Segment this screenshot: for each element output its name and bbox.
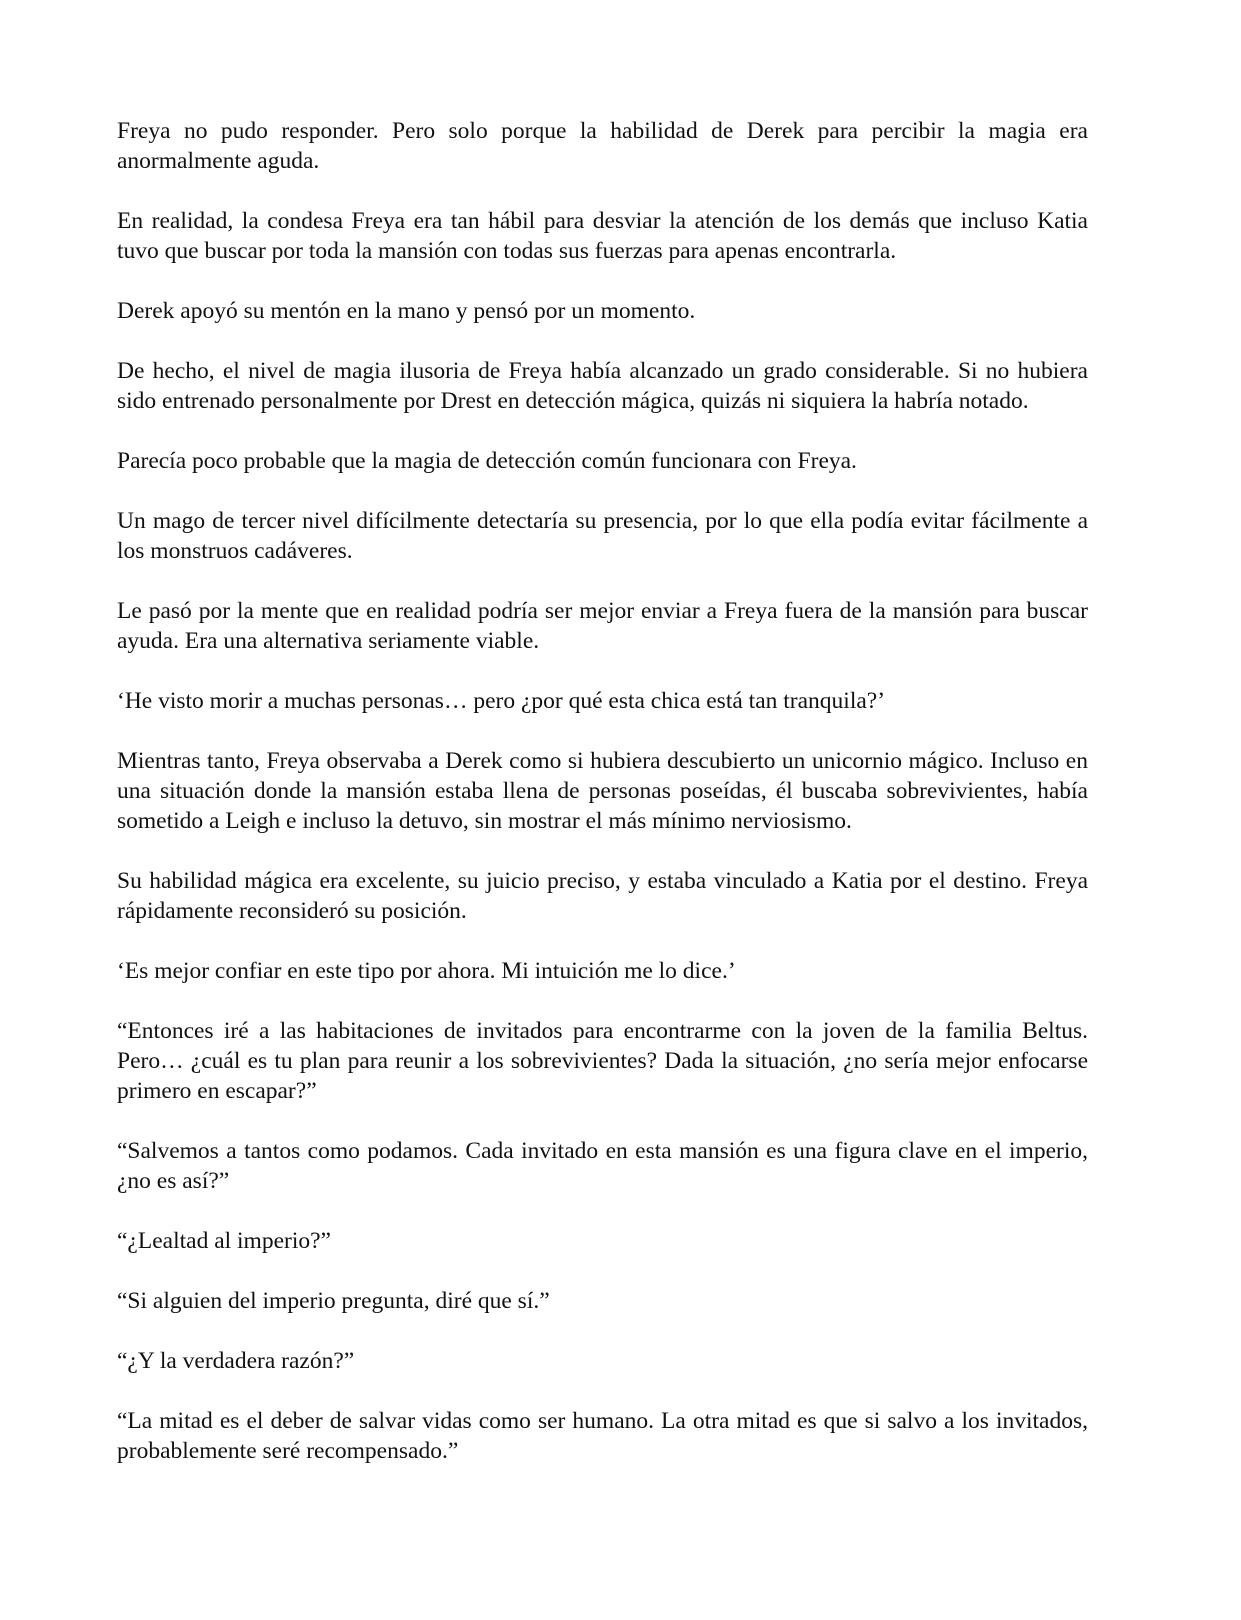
paragraph: De hecho, el nivel de magia ilusoria de Freya había alcanzado un grado considerable. Si no hubiera sido entrenado personalmente por Drest en detección mágica, quizás ni siquiera la habría notado. [117,358,1088,414]
paragraph: Derek apoyó su mentón en la mano y pensó por un momento. [117,298,696,324]
paragraph: “Salvemos a tantos como podamos. Cada invitado en esta mansión es una figura clave en el imperio, ¿no es así?” [117,1138,1088,1194]
paragraph: ‘Es mejor confiar en este tipo por ahora. Mi intuición me lo dice.’ [117,958,736,984]
paragraph: Freya no pudo responder. Pero solo porque la habilidad de Derek para percibir la magia era anormalmente aguda. [117,118,1088,174]
paragraph: “Entonces iré a las habitaciones de invitados para encontrarme con la joven de la familia Beltus. Pero… ¿cuál es tu plan para reunir a los sobrevivientes? Dada la situación, ¿no sería mejor enfocarse primero en escapar?” [117,1018,1088,1104]
paragraph: “¿Y la verdadera razón?” [117,1348,355,1374]
paragraph: En realidad, la condesa Freya era tan hábil para desviar la atención de los demás que incluso Katia tuvo que buscar por toda la mansión con todas sus fuerzas para apenas encontrarla. [117,208,1088,264]
paragraph: “Si alguien del imperio pregunta, diré que sí.” [117,1288,550,1314]
paragraph: ‘He visto morir a muchas personas… pero ¿por qué esta chica está tan tranquila?’ [117,688,886,714]
paragraph: Le pasó por la mente que en realidad podría ser mejor enviar a Freya fuera de la mansión para buscar ayuda. Era una alternativa seriamente viable. [117,598,1088,654]
paragraph: Parecía poco probable que la magia de detección común funcionara con Freya. [117,448,857,474]
document-body [117,116,1088,1496]
paragraph: “¿Lealtad al imperio?” [117,1228,331,1254]
paragraph: Mientras tanto, Freya observaba a Derek como si hubiera descubierto un unicornio mágico. Incluso en una situación donde la mansión estaba llena de personas poseídas, él buscaba sobrevivientes, había sometido a Leigh e incluso la detuvo, sin mostrar el más mínimo nerviosismo. [117,748,1088,834]
paragraph: “La mitad es el deber de salvar vidas como ser humano. La otra mitad es que si salvo a los invitados, probablemente seré recompensado.” [117,1408,1088,1464]
paragraph: Su habilidad mágica era excelente, su juicio preciso, y estaba vinculado a Katia por el destino. Freya rápidamente reconsideró su posición. [117,868,1088,924]
paragraph: Un mago de tercer nivel difícilmente detectaría su presencia, por lo que ella podía evitar fácilmente a los monstruos cadáveres. [117,508,1088,564]
